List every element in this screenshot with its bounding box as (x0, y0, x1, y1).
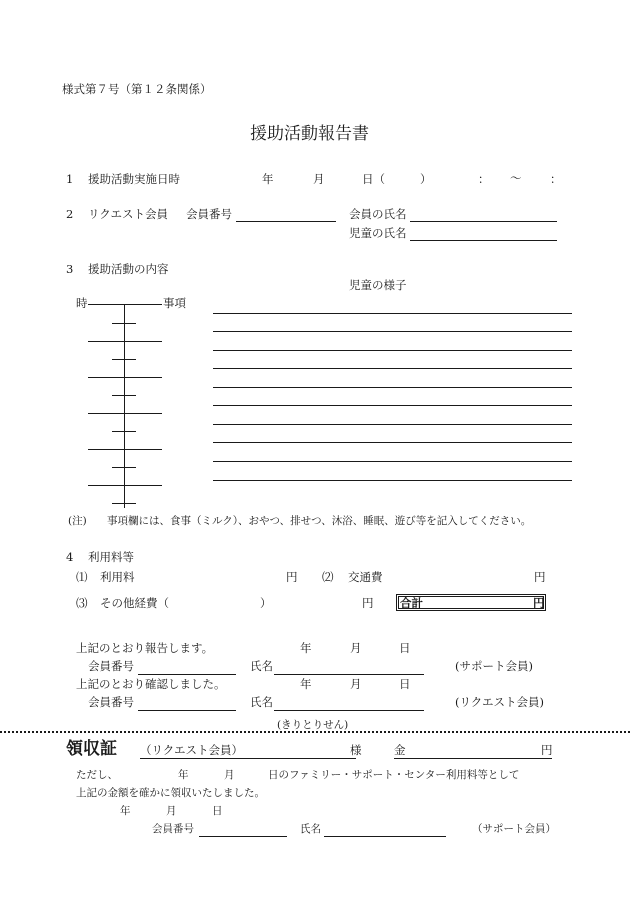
day-label: 日（ (362, 172, 385, 186)
timeline-minor-tick (112, 395, 136, 396)
year-label: 年 (262, 172, 274, 186)
usage-fee-yen: 円 (286, 570, 298, 584)
timeline-minor-tick (112, 323, 136, 324)
other-expenses-paren-close: ） (260, 596, 272, 610)
section-number: 3 (66, 262, 74, 276)
child-state-line[interactable] (213, 442, 572, 443)
report-statement: 上記のとおり報告します。 (76, 641, 214, 655)
timeline-hour-line[interactable] (88, 377, 162, 378)
other-expenses-yen: 円 (362, 596, 374, 610)
child-state-line[interactable] (213, 424, 572, 425)
time-range-tilde: 〜 (510, 171, 522, 185)
receipt-member-number-field[interactable] (199, 836, 287, 837)
report-day-label: 日 (399, 641, 411, 655)
confirm-member-number-field[interactable] (138, 710, 236, 711)
fee-item-number: ⑵ (322, 570, 334, 584)
other-expenses-label: その他経費（ (100, 596, 169, 610)
confirm-statement: 上記のとおり確認しました。 (76, 677, 226, 691)
month-label: 月 (313, 172, 325, 186)
timeline-minor-tick (112, 431, 136, 432)
timeline-hour-line[interactable] (88, 413, 162, 414)
receipt-role: （サポート会員） (472, 823, 556, 835)
section-label: 援助活動の内容 (88, 262, 169, 276)
receipt-month-label: 月 (224, 769, 235, 781)
cut-line-label: (きりとりせん) (277, 719, 349, 731)
receipt-payer-field[interactable] (140, 758, 356, 759)
note-text: 事項欄には、食事（ミルク）、おやつ、排せつ、沐浴、睡眠、遊び等を記入してください。 (107, 515, 532, 527)
time-column-header: 時 (76, 296, 88, 310)
child-state-line[interactable] (213, 405, 572, 406)
receipt-name-label: 氏名 (300, 823, 321, 835)
receipt-member-type: （リクエスト会員） (140, 743, 244, 757)
section-label: 利用料等 (88, 550, 134, 564)
receipt-date-day: 日 (212, 805, 223, 817)
child-state-line[interactable] (213, 350, 572, 351)
report-name-label: 氏名 (250, 659, 273, 673)
child-name-field[interactable] (410, 240, 557, 241)
confirm-name-label: 氏名 (250, 695, 273, 709)
receipt-kin: 金 (394, 743, 406, 757)
child-state-header: 児童の様子 (349, 278, 407, 292)
child-state-line[interactable] (213, 313, 572, 314)
receipt-member-number-label: 会員番号 (152, 823, 194, 835)
receipt-sama: 様 (350, 743, 362, 757)
time-colon-end: ： (550, 172, 562, 186)
receipt-year-label: 年 (178, 769, 189, 781)
child-name-label: 児童の氏名 (349, 226, 407, 240)
report-year-label: 年 (300, 641, 312, 655)
cut-line (0, 731, 630, 733)
confirm-member-number-label: 会員番号 (88, 695, 134, 709)
child-state-line[interactable] (213, 387, 572, 388)
timeline-axis (124, 304, 125, 508)
usage-fee-label: 利用料 (100, 570, 135, 584)
receipt-line1-suffix: 日のファミリー・サポート・センター利用料等として (268, 769, 520, 781)
timeline-header-rule (88, 304, 162, 305)
report-member-number-field[interactable] (138, 674, 236, 675)
form-number: 様式第７号（第１２条関係） (62, 82, 212, 96)
timeline-hour-line[interactable] (88, 485, 162, 486)
report-name-field[interactable] (274, 674, 424, 675)
confirm-day-label: 日 (399, 677, 411, 691)
child-state-line[interactable] (213, 461, 572, 462)
form-title: 援助活動報告書 (250, 124, 369, 144)
receipt-title: 領収証 (66, 739, 117, 759)
report-member-number-label: 会員番号 (88, 659, 134, 673)
section-number: 1 (66, 172, 74, 186)
receipt-date-year: 年 (120, 805, 131, 817)
member-name-field[interactable] (410, 221, 557, 222)
weekday-paren-close: ） (420, 172, 432, 186)
transport-fee-yen: 円 (534, 570, 546, 584)
receipt-line1-prefix: ただし、 (76, 769, 118, 781)
member-number-label: 会員番号 (186, 207, 232, 221)
total-yen: 円 (533, 596, 545, 610)
fee-item-number: ⑴ (76, 570, 88, 584)
confirm-role: (リクエスト会員) (455, 695, 545, 709)
child-state-line[interactable] (213, 480, 572, 481)
time-colon-start: ： (478, 172, 490, 186)
receipt-line2: 上記の金額を確かに領収いたしました。 (76, 787, 265, 799)
child-state-line[interactable] (213, 368, 572, 369)
receipt-yen: 円 (541, 743, 553, 757)
member-number-field[interactable] (236, 221, 336, 222)
section-number: 2 (66, 207, 74, 221)
timeline-minor-tick (112, 503, 136, 504)
report-role: (サポート会員) (455, 659, 533, 673)
confirm-name-field[interactable] (274, 710, 424, 711)
fee-item-number: ⑶ (76, 596, 88, 610)
report-month-label: 月 (350, 641, 362, 655)
timeline-hour-line[interactable] (88, 341, 162, 342)
confirm-year-label: 年 (300, 677, 312, 691)
child-state-line[interactable] (213, 331, 572, 332)
section-label: 援助活動実施日時 (88, 172, 180, 186)
timeline-hour-line[interactable] (88, 449, 162, 450)
receipt-name-field[interactable] (324, 836, 446, 837)
note-mark: (注) (68, 515, 87, 527)
confirm-month-label: 月 (350, 677, 362, 691)
receipt-amount-field[interactable] (394, 758, 552, 759)
section-label: リクエスト会員 (88, 207, 169, 221)
section-number: 4 (66, 550, 74, 564)
total-label: 合計 (400, 596, 423, 610)
receipt-date-month: 月 (166, 805, 177, 817)
transport-fee-label: 交通費 (348, 570, 383, 584)
timeline-minor-tick (112, 359, 136, 360)
member-name-label: 会員の氏名 (349, 207, 407, 221)
timeline-minor-tick (112, 467, 136, 468)
item-column-header: 事項 (163, 296, 186, 310)
